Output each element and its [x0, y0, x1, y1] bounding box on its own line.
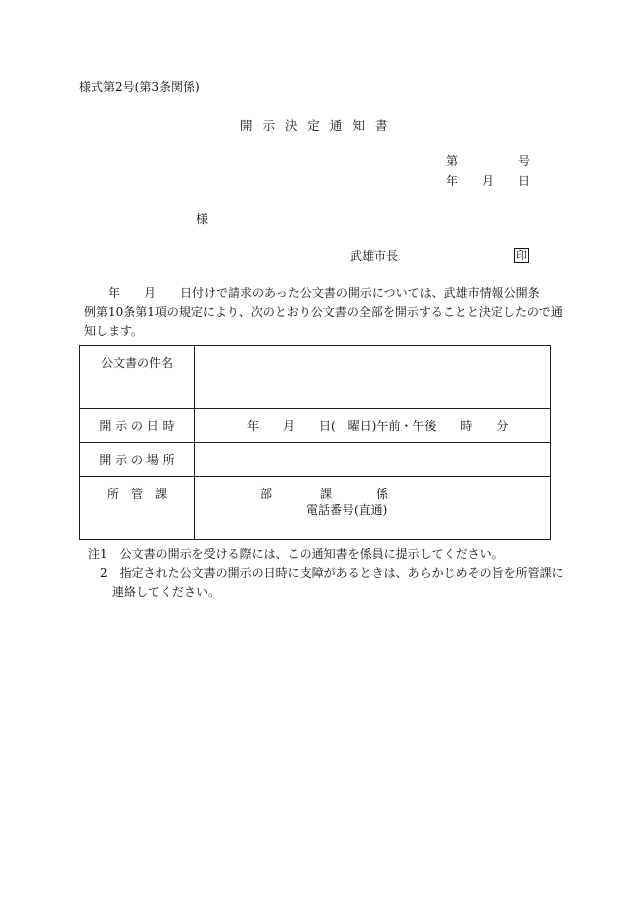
section-phone: 電話番号(直通)	[306, 503, 388, 517]
section-ka: 課	[320, 487, 333, 501]
place-value[interactable]	[195, 443, 551, 477]
seal-mark: 印	[516, 249, 527, 262]
section-kakari: 係	[376, 487, 389, 501]
doc-name-value[interactable]	[195, 346, 551, 409]
document-date: 年 月 日	[446, 174, 531, 188]
section-bu: 部	[260, 487, 273, 501]
datetime-value[interactable]: 年 月 日( 曜日)午前・午後 時 分	[195, 409, 551, 443]
table-row	[80, 346, 551, 409]
note-line: 連絡してください。	[88, 585, 221, 599]
form-label: 様式第2号(第3条関係)	[79, 80, 200, 94]
document-number: 第 号	[446, 154, 531, 168]
doc-name-label: 公文書の件名	[80, 346, 195, 409]
section-label: 所 管 課	[80, 477, 195, 540]
document-title: 開 示 決 定 通 知 書	[240, 118, 391, 133]
section-value[interactable]	[195, 477, 551, 540]
body-text-line: 例第10条第1項の規定により、次のとおり公文書の全部を開示することと決定したので通	[84, 305, 563, 319]
body-text-line: 知します。	[84, 324, 144, 338]
note-line: 注1 公文書の開示を受ける際には、この通知書を係員に提示してください。	[88, 547, 504, 561]
datetime-label: 開 示 の 日 時	[80, 409, 195, 443]
note-line: 2 指定された公文書の開示の日時に支障があるときは、あらかじめその旨を所管課に	[88, 566, 564, 580]
issuer-name: 武雄市長	[350, 249, 399, 263]
table-row	[80, 443, 551, 477]
addressee-suffix: 様	[196, 212, 209, 226]
place-label: 開 示 の 場 所	[80, 443, 195, 477]
table-row	[80, 477, 551, 540]
body-text-line: 年 月 日付けで請求のあった公文書の開示については、武雄市情報公開条	[84, 286, 540, 300]
disclosure-table	[79, 345, 551, 540]
table-row	[80, 409, 551, 443]
